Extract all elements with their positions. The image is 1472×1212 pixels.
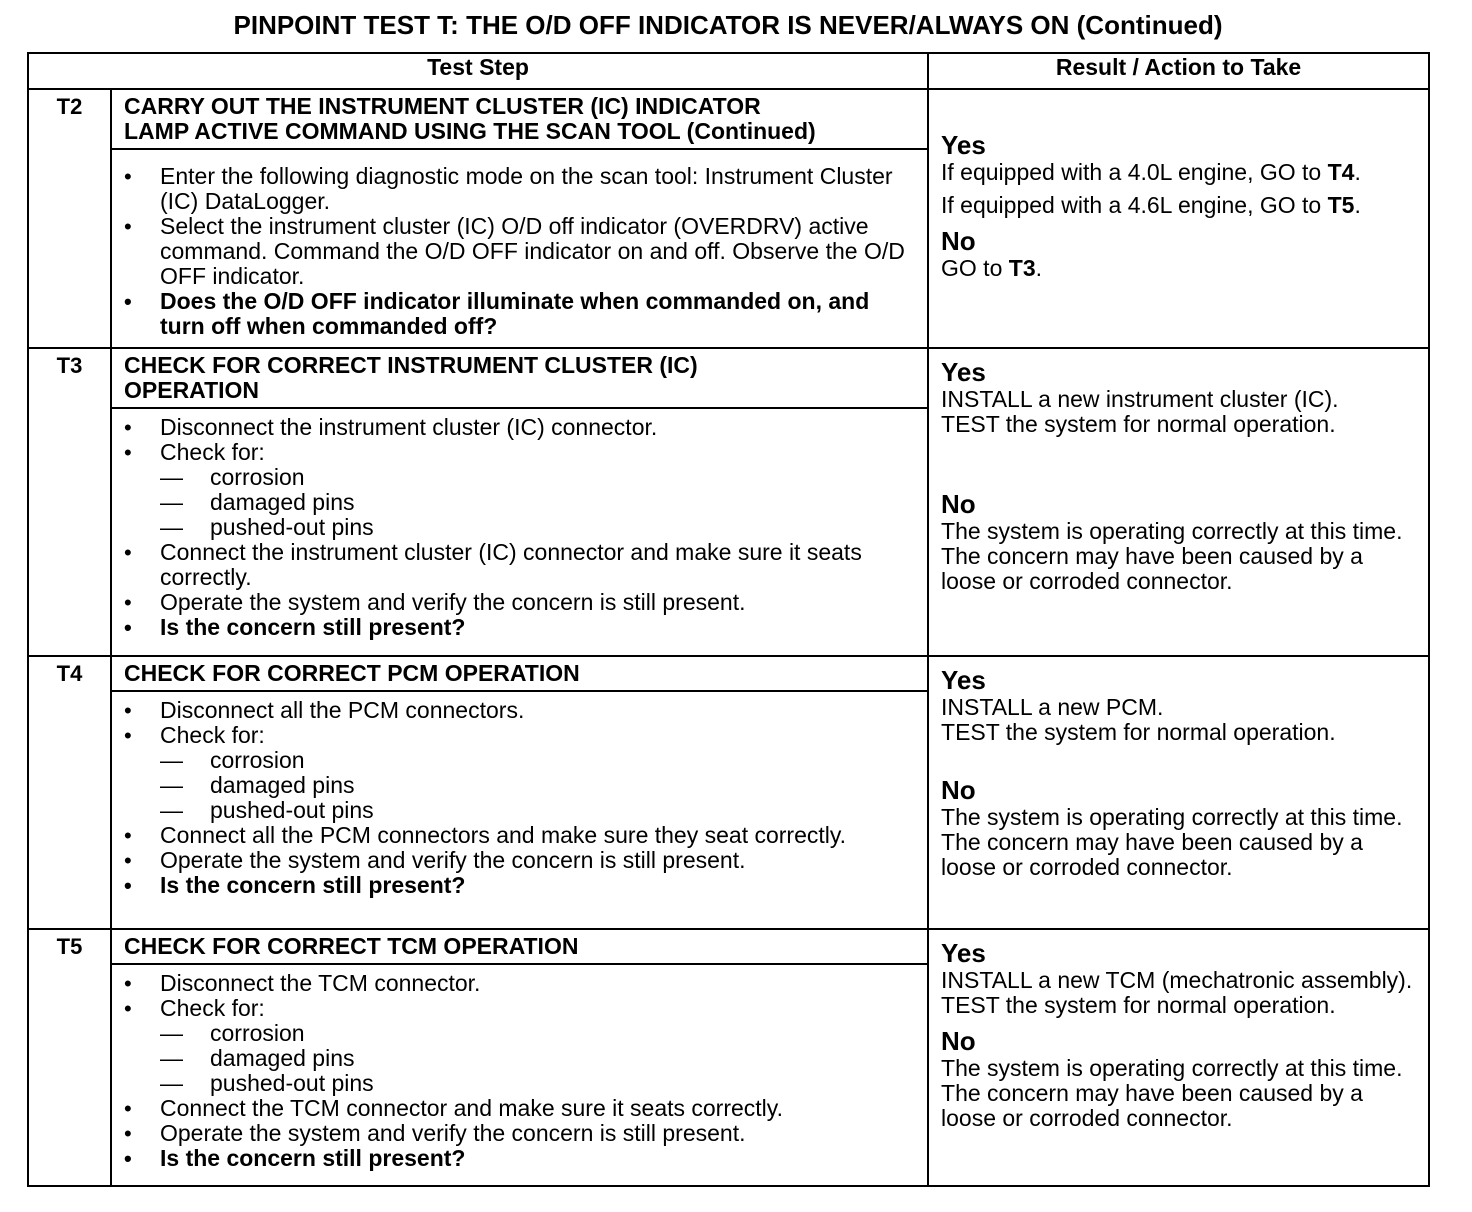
step-heading-line: LAMP ACTIVE COMMAND USING THE SCAN TOOL (Continued) — [124, 118, 816, 144]
step-id: T5 — [28, 929, 111, 1186]
yes-action: INSTALL a new TCM (mechatronic assembly). — [941, 967, 1413, 993]
list-subitem: — pushed-out pins — [124, 515, 911, 540]
list-item: • Connect the instrument cluster (IC) connector and make sure it seats correctly. — [124, 540, 911, 590]
list-subitem: — damaged pins — [124, 1046, 911, 1071]
yes-action: TEST the system for normal operation. — [941, 719, 1336, 745]
list-item: • Is the concern still present? — [124, 873, 911, 898]
yes-label: Yes — [941, 357, 986, 387]
step-heading-line: CHECK FOR CORRECT INSTRUMENT CLUSTER (IC) — [124, 352, 698, 378]
list-item: • Disconnect the instrument cluster (IC) connector. — [124, 415, 911, 440]
list-item: • Operate the system and verify the concern is still present. — [124, 1121, 911, 1146]
step-result — [928, 348, 1429, 656]
yes-label: Yes — [941, 938, 986, 968]
no-label: No — [941, 775, 976, 805]
yes-action: TEST the system for normal operation. — [941, 411, 1336, 437]
step-body — [111, 964, 928, 1186]
list-item: • Check for: — [124, 723, 911, 748]
step-heading-line: CARRY OUT THE INSTRUMENT CLUSTER (IC) INDICATOR — [124, 93, 761, 119]
list-subitem: — damaged pins — [124, 490, 911, 515]
step-t4-heading-row — [28, 656, 1429, 691]
list-item: • Check for: — [124, 440, 911, 465]
step-result — [928, 929, 1429, 1186]
table-header-row — [28, 53, 1429, 89]
step-body — [111, 408, 928, 656]
no-label: No — [941, 489, 976, 519]
pinpoint-test-table — [27, 52, 1430, 1187]
yes-action: INSTALL a new instrument cluster (IC). — [941, 386, 1339, 412]
list-subitem: — pushed-out pins — [124, 1071, 911, 1096]
step-ref-link[interactable]: T3 — [1008, 255, 1036, 281]
list-item: • Enter the following diagnostic mode on the scan tool: Instrument Cluster (IC) DataLogger. — [124, 164, 911, 214]
list-item: • Connect all the PCM connectors and make sure they seat correctly. — [124, 823, 911, 848]
step-body — [111, 149, 928, 348]
yes-action: If equipped with a 4.0L engine, GO to T4. — [941, 159, 1361, 185]
yes-action: If equipped with a 4.6L engine, GO to T5. — [941, 192, 1361, 218]
step-heading — [111, 656, 928, 691]
step-list — [112, 164, 911, 339]
list-item: • Does the O/D OFF indicator illuminate when commanded on, and turn off when commanded off? — [124, 289, 911, 339]
step-list — [112, 971, 911, 1171]
list-item: • Disconnect the TCM connector. — [124, 971, 911, 996]
list-item: • Select the instrument cluster (IC) O/D off indicator (OVERDRV) active command. Command the O/D OFF indicator on and off. Observe the O/D OFF indicator. — [124, 214, 911, 289]
no-action: The system is operating correctly at this time. The concern may have been caused by a loose or corroded connector. — [941, 804, 1403, 880]
step-t2-heading-row — [28, 89, 1429, 149]
list-subitem: — pushed-out pins — [124, 798, 911, 823]
yes-label: Yes — [941, 665, 986, 695]
list-subitem: — corrosion — [124, 465, 911, 490]
no-label: No — [941, 1026, 976, 1056]
list-subitem: — corrosion — [124, 1021, 911, 1046]
no-action: The system is operating correctly at this time. The concern may have been caused by a loose or corroded connector. — [941, 1055, 1403, 1131]
step-t3-heading-row — [28, 348, 1429, 408]
step-result — [928, 89, 1429, 348]
no-label: No — [941, 226, 976, 256]
header-test-step: Test Step — [28, 53, 928, 89]
list-item: • Disconnect all the PCM connectors. — [124, 698, 911, 723]
step-heading — [111, 348, 928, 408]
yes-action: TEST the system for normal operation. — [941, 992, 1336, 1018]
step-body — [111, 691, 928, 929]
step-list — [112, 698, 911, 898]
list-item: • Is the concern still present? — [124, 615, 911, 640]
list-item: • Check for: — [124, 996, 911, 1021]
step-id: T4 — [28, 656, 111, 929]
no-action: GO to T3. — [941, 255, 1042, 281]
step-result — [928, 656, 1429, 929]
step-t5-heading-row — [28, 929, 1429, 964]
list-subitem: — damaged pins — [124, 773, 911, 798]
step-heading — [111, 89, 928, 149]
list-subitem: — corrosion — [124, 748, 911, 773]
step-id: T2 — [28, 89, 111, 348]
no-action: The system is operating correctly at this time. The concern may have been caused by a loose or corroded connector. — [941, 518, 1403, 594]
step-heading-line: CHECK FOR CORRECT TCM OPERATION — [124, 933, 579, 959]
step-heading — [111, 929, 928, 964]
page-title: PINPOINT TEST T: THE O/D OFF INDICATOR IS NEVER/ALWAYS ON (Continued) — [233, 10, 1223, 40]
step-ref-link[interactable]: T4 — [1327, 159, 1355, 185]
step-id: T3 — [28, 348, 111, 656]
step-ref-link[interactable]: T5 — [1327, 192, 1355, 218]
list-item: • Operate the system and verify the concern is still present. — [124, 590, 911, 615]
step-heading-line: OPERATION — [124, 377, 260, 403]
list-item: • Operate the system and verify the concern is still present. — [124, 848, 911, 873]
yes-label: Yes — [941, 130, 986, 160]
step-heading-line: CHECK FOR CORRECT PCM OPERATION — [124, 660, 580, 686]
header-result: Result / Action to Take — [928, 53, 1429, 89]
list-item: • Connect the TCM connector and make sure it seats correctly. — [124, 1096, 911, 1121]
step-list — [112, 415, 911, 640]
yes-action: INSTALL a new PCM. — [941, 694, 1164, 720]
list-item: • Is the concern still present? — [124, 1146, 911, 1171]
